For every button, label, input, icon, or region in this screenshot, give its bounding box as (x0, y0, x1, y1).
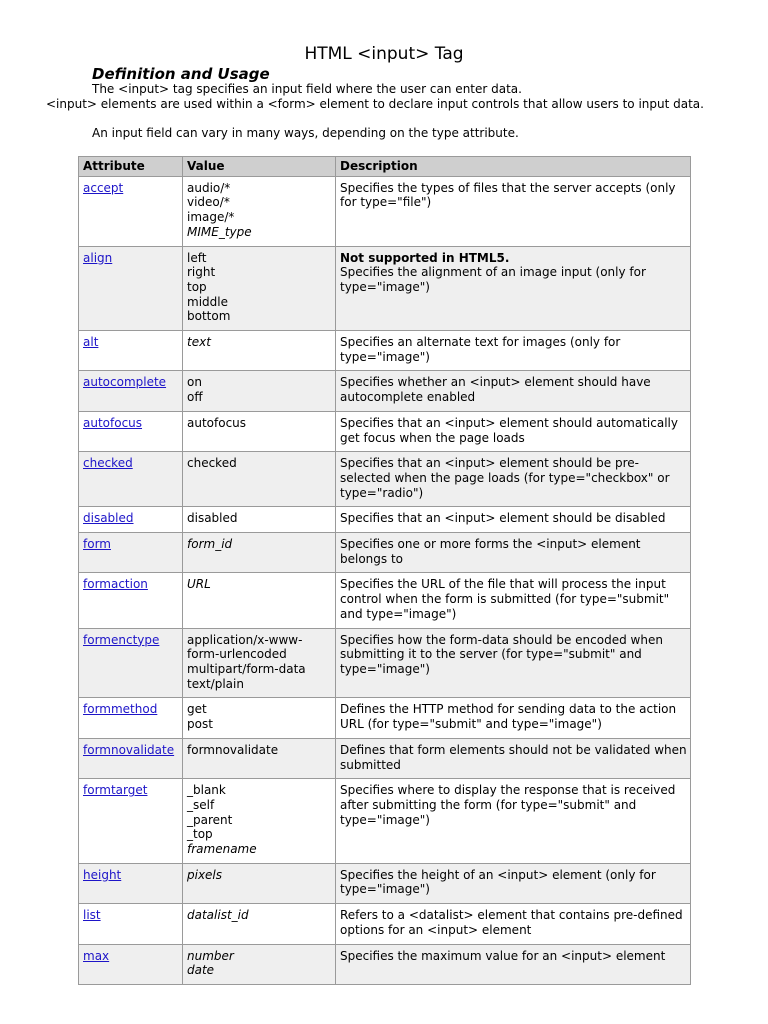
description-cell (336, 904, 691, 944)
support-note: Not supported in HTML5. (340, 250, 510, 265)
description-cell (336, 246, 691, 331)
table-row (79, 533, 691, 573)
description-text: Specifies the URL of the file that will process the input control when the form is submitted (for type="submit" and type="image") (340, 577, 670, 621)
value-cell (183, 246, 336, 331)
value-line: disabled (187, 511, 238, 526)
value-line: text/plain (187, 676, 244, 691)
description-text: Specifies that an <input> element should be pre-selected when the page loads (for type="checkbox" or type="radio") (340, 456, 670, 500)
value-line: image/* (187, 210, 235, 225)
value-cell (183, 371, 336, 411)
attribute-cell (79, 331, 183, 371)
value-cell (183, 533, 336, 573)
attribute-cell (79, 411, 183, 451)
attribute-link[interactable]: checked (83, 456, 133, 471)
attribute-cell (79, 176, 183, 246)
value-cell (183, 411, 336, 451)
attribute-cell (79, 863, 183, 903)
value-cell (183, 628, 336, 698)
value-line: MIME_type (187, 224, 252, 239)
attribute-link[interactable]: form (83, 537, 111, 552)
value-line: video/* (187, 195, 230, 210)
section-heading: Definition and Usage (92, 65, 270, 83)
value-line: autofocus (187, 415, 247, 430)
description-cell (336, 738, 691, 778)
attribute-cell (79, 246, 183, 331)
attribute-cell (79, 738, 183, 778)
attribute-cell (79, 573, 183, 628)
table-row (79, 176, 691, 246)
value-line: _top (187, 827, 213, 842)
value-line: _blank (187, 783, 226, 798)
description-text: Specifies where to display the response that is received after submitting the form (for type="submit" and type="image") (340, 783, 676, 827)
attribute-link[interactable]: autocomplete (83, 375, 167, 390)
value-line: off (187, 390, 203, 405)
description-cell (336, 628, 691, 698)
description-cell (336, 452, 691, 507)
value-cell (183, 507, 336, 533)
header-value: Value (183, 157, 336, 177)
attribute-link[interactable]: height (83, 867, 122, 882)
value-line: form-urlencoded (187, 647, 287, 662)
description-text: Specifies that an <input> element should automatically get focus when the page loads (340, 415, 678, 445)
attribute-cell (79, 904, 183, 944)
value-line: formnovalidate (187, 742, 279, 757)
table-row (79, 411, 691, 451)
value-line: pixels (187, 867, 223, 882)
intro-line-2: <input> elements are used within a <form> element to declare input controls that allow users to input data. (46, 97, 704, 111)
table-header-row (79, 157, 691, 177)
attribute-cell (79, 371, 183, 411)
value-line: URL (187, 577, 211, 592)
attribute-link[interactable]: formaction (83, 577, 148, 592)
attribute-cell (79, 533, 183, 573)
attribute-link[interactable]: max (83, 948, 110, 963)
table-row (79, 944, 691, 984)
table-row (79, 573, 691, 628)
attribute-link[interactable]: formtarget (83, 783, 148, 798)
attribute-link[interactable]: formmethod (83, 702, 158, 717)
description-cell (336, 779, 691, 864)
attribute-link[interactable]: align (83, 250, 113, 265)
description-text: Refers to a <datalist> element that contains pre-defined options for an <input> element (340, 908, 683, 937)
intro-line-3: An input field can vary in many ways, depending on the type attribute. (92, 126, 519, 140)
value-line: datalist_id (187, 908, 249, 923)
value-cell (183, 452, 336, 507)
value-line: date (187, 963, 215, 978)
value-line: application/x-www- (187, 632, 303, 647)
value-cell (183, 331, 336, 371)
attribute-cell (79, 452, 183, 507)
value-line: middle (187, 294, 228, 309)
description-cell (336, 698, 691, 738)
attribute-link[interactable]: list (83, 908, 101, 923)
table-row (79, 904, 691, 944)
table-row (79, 371, 691, 411)
value-line: post (187, 717, 213, 732)
attribute-link[interactable]: formenctype (83, 632, 160, 647)
attribute-cell (79, 698, 183, 738)
header-description: Description (336, 157, 691, 177)
table-row (79, 698, 691, 738)
description-text: Specifies whether an <input> element should have autocomplete enabled (340, 375, 651, 405)
value-line: framename (187, 842, 257, 857)
header-attribute: Attribute (79, 157, 183, 177)
table-row (79, 452, 691, 507)
table-row (79, 331, 691, 371)
value-cell (183, 573, 336, 628)
value-cell (183, 176, 336, 246)
value-line: multipart/form-data (187, 661, 306, 676)
table-row (79, 628, 691, 698)
table-row (79, 507, 691, 533)
value-cell (183, 863, 336, 903)
value-line: bottom (187, 309, 231, 324)
value-line: audio/* (187, 180, 231, 195)
table-row (79, 246, 691, 331)
attribute-cell (79, 779, 183, 864)
attribute-table (78, 156, 691, 985)
value-line: checked (187, 456, 237, 471)
intro-line-1: The <input> tag specifies an input field where the user can enter data. (92, 82, 522, 96)
attribute-link[interactable]: accept (83, 180, 124, 195)
attribute-link[interactable]: autofocus (83, 415, 143, 430)
description-cell (336, 944, 691, 984)
value-line: number (187, 948, 234, 963)
attribute-link[interactable]: formnovalidate (83, 742, 175, 757)
attribute-cell (79, 628, 183, 698)
description-text: Defines that form elements should not be validated when submitted (340, 742, 687, 772)
attribute-link[interactable]: disabled (83, 511, 134, 526)
value-line: top (187, 279, 207, 294)
table-row (79, 863, 691, 903)
description-cell (336, 411, 691, 451)
value-line: _parent (187, 812, 233, 827)
description-text: Specifies an alternate text for images (only for type="image") (340, 335, 621, 364)
table-row (79, 738, 691, 778)
value-line: left (187, 250, 207, 265)
value-cell (183, 904, 336, 944)
description-text: Specifies one or more forms the <input> element belongs to (340, 537, 641, 566)
value-cell (183, 779, 336, 864)
description-text: Defines the HTTP method for sending data to the action URL (for type="submit" and type="image") (340, 702, 677, 732)
value-line: right (187, 265, 216, 280)
value-cell (183, 698, 336, 738)
description-text: Specifies the height of an <input> element (only for type="image") (340, 867, 656, 897)
value-line: text (187, 335, 211, 350)
attribute-cell (79, 944, 183, 984)
description-cell (336, 371, 691, 411)
description-text: Specifies the alignment of an image input (only for type="image") (340, 265, 646, 294)
value-line: get (187, 702, 207, 717)
description-text: Specifies that an <input> element should be disabled (340, 511, 666, 526)
description-cell (336, 331, 691, 371)
description-cell (336, 533, 691, 573)
description-cell (336, 176, 691, 246)
value-line: form_id (187, 537, 233, 552)
attribute-link[interactable]: alt (83, 335, 99, 350)
value-line: _self (187, 797, 215, 812)
description-cell (336, 573, 691, 628)
description-cell (336, 507, 691, 533)
value-cell (183, 944, 336, 984)
table-row (79, 779, 691, 864)
attribute-cell (79, 507, 183, 533)
value-cell (183, 738, 336, 778)
value-line: on (187, 375, 202, 390)
description-text: Specifies the types of files that the server accepts (only for type="file") (340, 180, 676, 210)
description-cell (336, 863, 691, 903)
page-title: HTML <input> Tag (304, 44, 464, 64)
description-text: Specifies the maximum value for an <input> element (340, 948, 666, 963)
description-text: Specifies how the form-data should be encoded when submitting it to the server (for type="submit" and type="image") (340, 632, 663, 676)
